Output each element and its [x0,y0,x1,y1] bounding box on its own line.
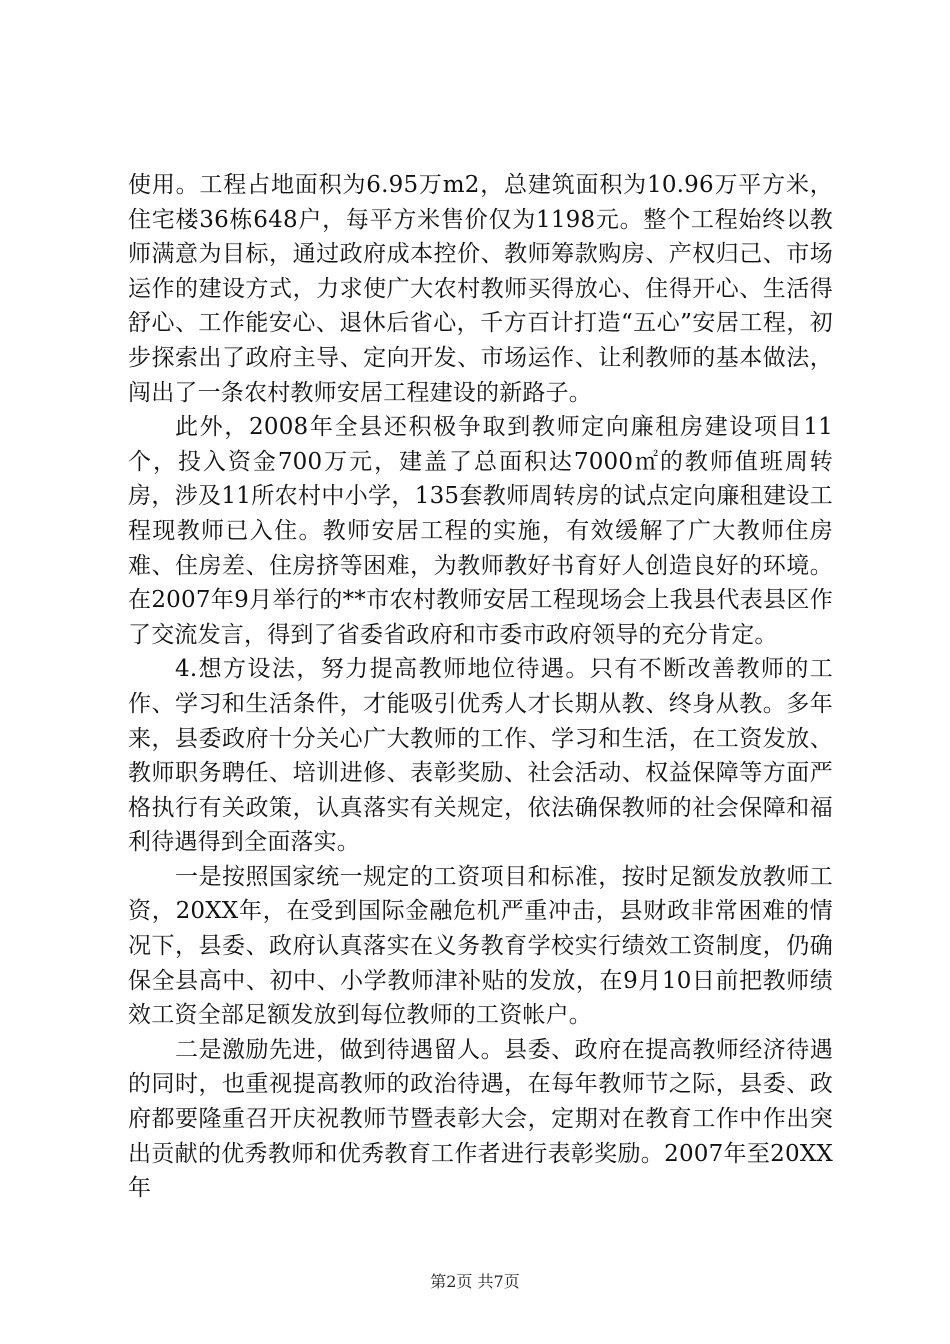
paragraph-1: 使用。工程占地面积为6.95万m2，总建筑面积为10.96万平方米，住宅楼36栋648户，每平方米售价仅为1198元。整个工程始终以教师满意为目标，通过政府成本控价、教师筹款购房、产权归己、市场运作的建设方式，力求使广大农村教师买得放心、住得开心、生活得舒心、工作能安心、退休后省心，千方百计打造“五心”安居工程，初步探索出了政府主导、定向开发、市场运作、让利教师的基本做法，闯出了一条农村教师安居工程建设的新路子。 [128,172,833,406]
paragraph-5: 二是激励先进，做到待遇留人。县委、政府在提高教师经济待遇的同时，也重视提高教师的政治待遇，在每年教师节之际，县委、政府都要隆重召开庆祝教师节暨表彰大会，定期对在教育工作中作出突出贡献的优秀教师和优秀教育工作者进行表彰奖励。2007年至20XX年 [128,1036,833,1202]
page-number-footer: 第2页 共7页 [430,1272,520,1291]
document-body [128,168,833,1206]
paragraph-4: 一是按照国家统一规定的工资项目和标准，按时足额发放教师工资，20XX年，在受到国际金融危机严重冲击，县财政非常困难的情况下，县委、政府认真落实在义务教育学校实行绩效工资制度，仍确保全县高中、初中、小学教师津补贴的发放，在9月10日前把教师绩效工资全部足额发放到每位教师的工资帐户。 [128,863,833,1029]
paragraph-3: 4.想方设法，努力提高教师地位待遇。只有不断改善教师的工作、学习和生活条件，才能吸引优秀人才长期从教、终身从教。多年来，县委政府十分关心广大教师的工作、学习和生活，在工资发放、教师职务聘任、培训进修、表彰奖励、社会活动、权益保障等方面严格执行有关政策，认真落实有关规定，依法确保教师的社会保障和福利待遇得到全面落实。 [128,656,833,856]
paragraph-2: 此外，2008年全县还积极争取到教师定向廉租房建设项目11个，投入资金700万元，建盖了总面积达7000㎡的教师值班周转房，涉及11所农村中小学，135套教师周转房的试点定向廉租建设工程现教师已入住。教师安居工程的实施，有效缓解了广大教师住房难、住房差、住房挤等困难，为教师教好书育好人创造良好的环境。在2007年9月举行的**市农村教师安居工程现场会上我县代表县区作了交流发言，得到了省委省政府和市委市政府领导的充分肯定。 [128,414,833,648]
